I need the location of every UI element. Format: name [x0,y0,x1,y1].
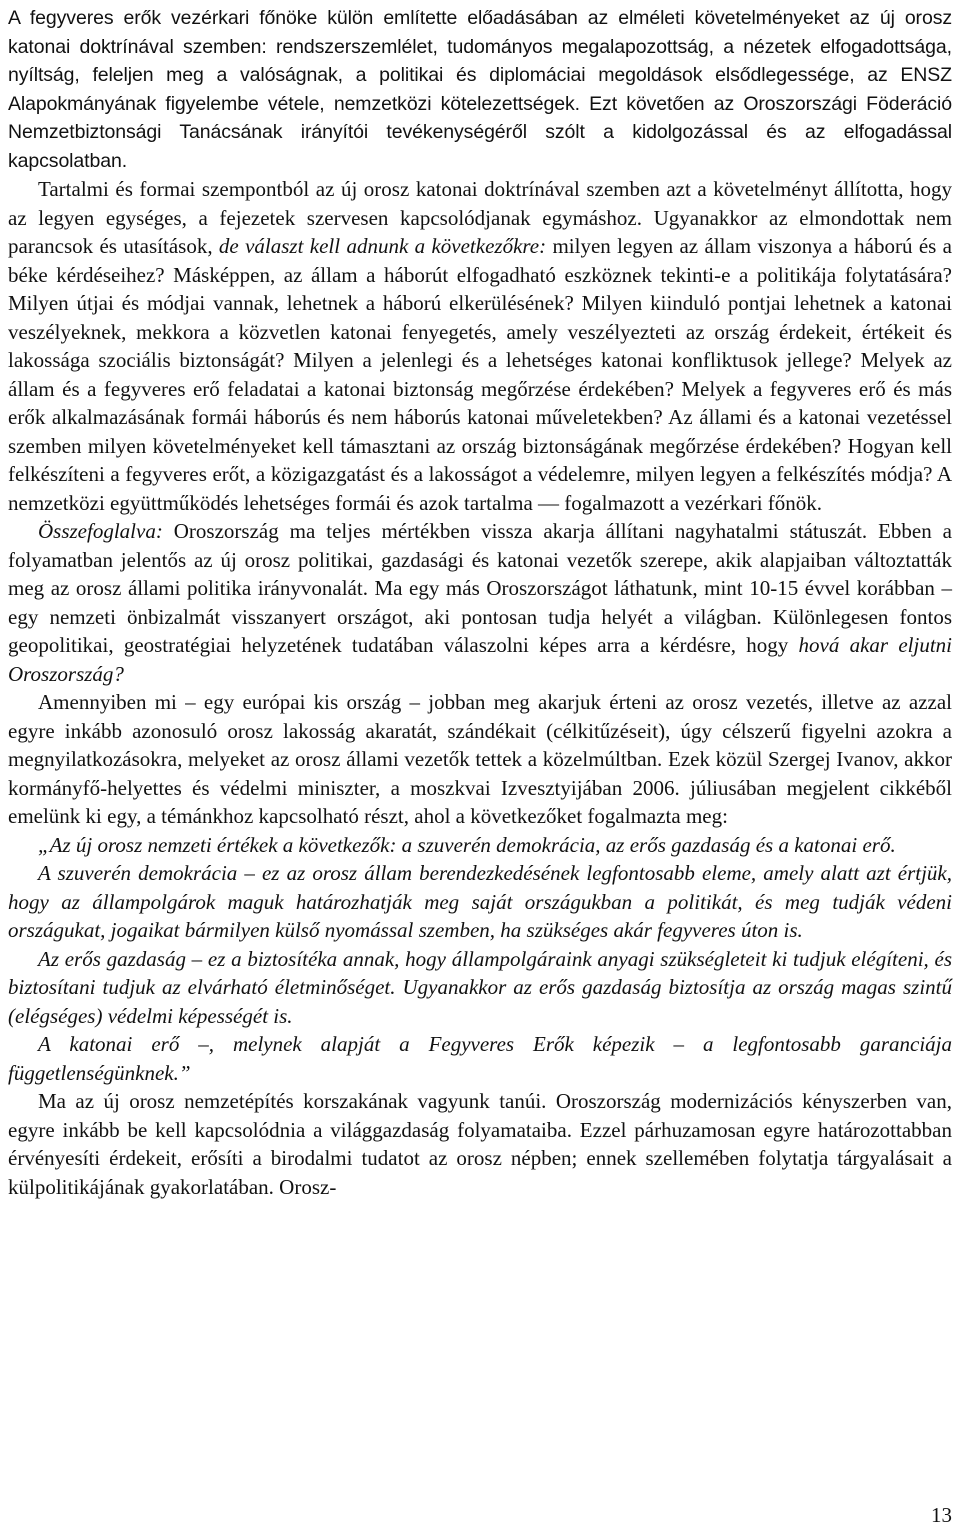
page-number: 13 [931,1503,952,1527]
document-body [8,4,952,1201]
paragraph-text: Tartalmi és formai szempontból az új orosz katonai doktrínával szemben azt a követelményt állította, hogy az legyen egységes, a fejezetek szervesen kapcsolódjanak egymáshoz. Ugyanakkor az elmondottak nem parancsok és utasítások, [8,177,952,258]
paragraph-ivanov-intro: Amennyiben mi – egy európai kis ország – jobban meg akarjuk érteni az orosz vezetés, illetve az azzal egyre inkább azonosuló orosz lakosság akaratát, szándékait (célkitűzéseit), úgy célszerű figyelni azokra a megnyilatkozásokra, melyeket az orosz állami vezetők tettek a közelmúltban. Ezek közül Szergej Ivanov, akkor kormányfő-helyettes és védelmi miniszter, a moszkvai Izvesztyijában 2006. júliusában megjelent cikkéből emelünk ki egy, a témánkhoz kapcsolható részt, ahol a következőket fogalmazta meg: [8,690,952,828]
paragraph-chief-of-staff-requirements: A fegyveres erők vezérkari főnöke külön említette előadásában az elméleti követelményeket az új orosz katonai doktrínával szemben: rendszerszemlélet, tudományos megalapozottság, a nézetek elfogadottsága, nyíltság, feleljen meg a valóságnak, a politikai és diplomáciai megoldások elsődlegessége, az ENSZ Alapokmányának figyelembe vétele, nemzetközi kötelezettségek. Ezt követően az Oroszországi Föderáció Nemzetbiztonsági Tanácsának irányítói tevékenységéről szólt a kidolgozással és az elfogadással kapcsolatban. [8,7,952,172]
paragraph-doctrine-questions [8,175,952,517]
paragraph-text: milyen legyen az állam viszonya a háború és a béke kérdéseihez? Másképpen, az állam a háborút elfogadható eszköznek tekinti-e a politikája folytatására? Milyen útjai és módjai vannak, lehetnek a háború elkerülésének? Milyen kiinduló pontjai lehetnek a katonai veszélyeknek, mekkora a közvetlen katonai fenyegetés, amely veszélyezteti az ország érdekeit, értékeit és lakossága szociális biztonságát? Milyen a jelenlegi és a lehetséges katonai konfliktusok jellege? Melyek az állam és a fegyveres erő feladatai a katonai biztonság megőrzése érdekében? Melyek a fegyveres erő és más erők alkalmazásának formái háborús és nem háborús katonai műveletekben? Az állami és a katonai vezetéssel szemben milyen követelményeket kell támasztani az ország biztonságának megőrzése érdekében? Hogyan kell felkészíteni a fegyveres erőt, a közigazgatást és a lakosságot a védelemre, milyen legyen a felkészítés módja? A nemzetközi együttműködés lehetséges formái és azok tartalma — fogalmazott a vezérkari főnök. [8,234,952,515]
quote-paragraph-military-force: A katonai erő –, melynek alapját a Fegyveres Erők képezik – a legfontosabb garanciája függetlenségünknek.” [8,1032,952,1085]
italic-phrase: de választ kell adnunk a következőkre: [218,234,547,258]
summary-lead: Összefoglalva: [38,519,163,543]
quote-paragraph-strong-economy: Az erős gazdaság – ez a biztosítéka annak, hogy állampolgáraink anyagi szükségleteit ki tudjuk elégíteni, és biztosítani tudjuk az elvárható életminőséget. Ugyanakkor az erős gazdaság biztosítja az ország magas szintű (elégséges) védelmi képességét is. [8,946,952,1028]
italic-question: hová akar eljutni Oroszország? [8,633,952,686]
paragraph-summary [8,517,952,688]
paragraph-text: Oroszország ma teljes mértékben vissza akarja állítani nagyhatalmi státuszát. Ebben a folyamatban jelentős az új orosz politikai, gazdasági és katonai vezetők szerepe, akik alapjaiban változtatták meg az orosz állami politika irányvonalát. Ma egy más Oroszországot láthatunk, mint 10-15 évvel korábban – egy nemzeti önbizalmát visszanyert országot, aki pontosan tudja helyét a világban. Különlegesen fontos geopolitikai, geostratégiai helyzetének tudatában válaszolni képes arra a kérdésre, hogy [8,519,952,657]
quote-paragraph-values: „Az új orosz nemzeti értékek a következők: a szuverén demokrácia, az erős gazdaság és a katonai erő. [38,832,896,857]
quote-paragraph-sovereign-democracy: A szuverén demokrácia – ez az orosz állam berendezkedésének legfontosabb eleme, amely alatt azt értjük, hogy az állampolgárok maguk határozhatják meg saját országukban a politikát, és meg tudják védeni országukat, jogaikat bármilyen külső nyomással szemben, ha szükséges akár fegyveres úton is. [8,861,952,942]
paragraph-nation-building: Ma az új orosz nemzetépítés korszakának vagyunk tanúi. Oroszország modernizációs kényszerben van, egyre inkább be kell kapcsolódnia a világgazdaság folyamataiba. Ezzel párhuzamosan egyre határozottabban érvényesíti érdekeit, erősíti a birodalmi tudatot az orosz népben; ennek szellemében folytatja tárgyalásait a külpolitikájának gyakorlatában. Orosz- [8,1089,952,1199]
